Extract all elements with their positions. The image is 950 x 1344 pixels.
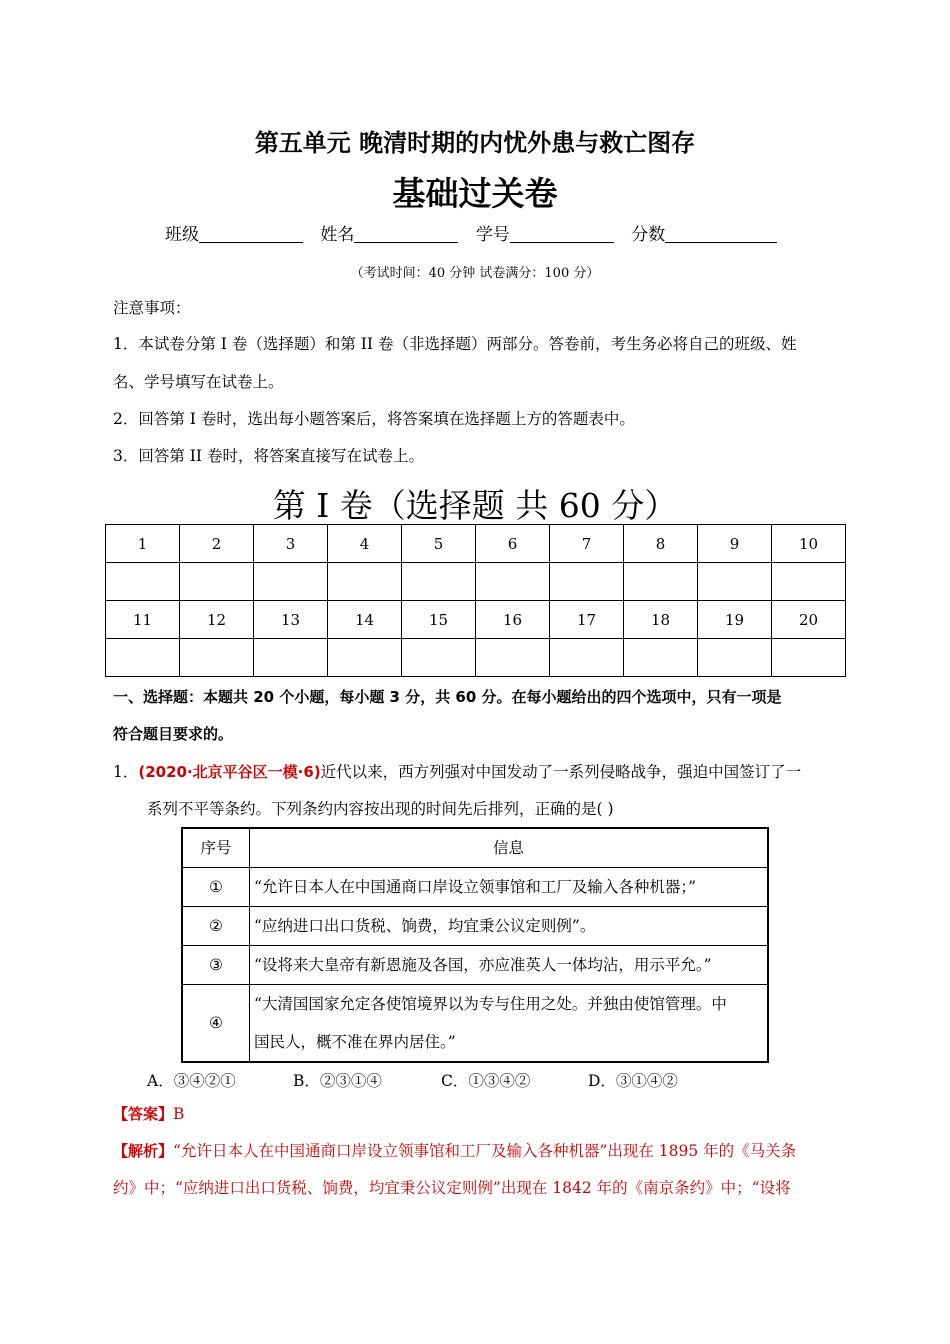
- answer-label: 【答案】: [113, 1105, 174, 1123]
- q-number: 19: [698, 601, 772, 639]
- col-header-info: 信息: [250, 828, 769, 868]
- question-text: 近代以来，西方列强对中国发动了一系列侵略战争，强迫中国签订了一: [320, 763, 802, 781]
- answer-cell[interactable]: [624, 563, 698, 601]
- answer-cell[interactable]: [106, 563, 180, 601]
- q-number: 4: [328, 525, 402, 563]
- answer-grid: [105, 524, 846, 677]
- answer-cell[interactable]: [180, 639, 254, 677]
- analysis-line: [113, 1141, 796, 1161]
- name-blank[interactable]: [354, 224, 458, 243]
- info-table-header: [182, 828, 768, 868]
- answer-cell[interactable]: [698, 639, 772, 677]
- answer-cell[interactable]: [550, 563, 624, 601]
- part1-instructions: 一、选择题：本题共 20 个小题，每小题 3 分，共 60 分。在每小题给出的四个选项中，只有一项是: [113, 688, 782, 706]
- col-header-number: 序号: [182, 828, 250, 868]
- info-table-row: [182, 868, 768, 907]
- answer-cell[interactable]: [254, 639, 328, 677]
- question-1-stem-cont: 系列不平等条约。下列条约内容按出现的时间先后排列，正确的是( ): [147, 800, 614, 818]
- q-number: 13: [254, 601, 328, 639]
- row-number: ①: [182, 868, 250, 907]
- part1-instructions-cont: 符合题目要求的。: [113, 725, 234, 743]
- row-text-line: “大清国国家允定各使馆境界以为专与住用之处。并独由使馆管理。中: [254, 995, 727, 1013]
- answer-cell[interactable]: [180, 563, 254, 601]
- answer-cell[interactable]: [476, 563, 550, 601]
- answer-cell[interactable]: [328, 639, 402, 677]
- exam-info: （考试时间：40 分钟 试卷满分：100 分）: [350, 266, 600, 281]
- note-item-2: 2．回答第 I 卷时，选出每小题答案后，将答案填在选择题上方的答题表中。: [113, 410, 635, 428]
- q-number: 15: [402, 601, 476, 639]
- note-item-3: 3．回答第 II 卷时，将答案直接写在试卷上。: [113, 447, 424, 465]
- answer-cell[interactable]: [476, 639, 550, 677]
- note-item-1-cont: 名、学号填写在试卷上。: [113, 373, 284, 391]
- section-title: 第 I 卷（选择题 共 60 分）: [272, 486, 678, 525]
- question-number: 1．: [113, 763, 139, 781]
- student-id-label: 学号: [475, 225, 510, 245]
- answer-grid-header-row-2: [106, 601, 846, 639]
- option-a[interactable]: A．③④②①: [147, 1072, 236, 1090]
- option-d[interactable]: D．③①④②: [588, 1072, 678, 1090]
- row-text: “应纳进口出口货税、饷费，均宜秉公议定则例”。: [250, 907, 769, 946]
- paper-title: 基础过关卷: [392, 174, 558, 213]
- row-text: “设将来大皇帝有新恩施及各国，亦应准英人一体均沾，用示平允。”: [250, 946, 769, 985]
- analysis-line-cont: 约》中；“应纳进口出口货税、饷费，均宜秉公议定则例”出现在 1842 年的《南京条约》中；“设将: [113, 1179, 791, 1197]
- q-number: 18: [624, 601, 698, 639]
- score-label: 分数: [631, 225, 666, 245]
- answer-cell[interactable]: [254, 563, 328, 601]
- option-b[interactable]: B．②③①④: [293, 1072, 382, 1090]
- q-number: 17: [550, 601, 624, 639]
- name-label: 姓名: [320, 225, 355, 245]
- student-id-blank[interactable]: [510, 224, 614, 243]
- q-number: 3: [254, 525, 328, 563]
- answer-cell[interactable]: [550, 639, 624, 677]
- row-number: ②: [182, 907, 250, 946]
- row-text: [250, 985, 769, 1063]
- q-number: 7: [550, 525, 624, 563]
- q-number: 8: [624, 525, 698, 563]
- q-number: 16: [476, 601, 550, 639]
- q-number: 14: [328, 601, 402, 639]
- answer-cell[interactable]: [772, 639, 846, 677]
- row-number: ④: [182, 985, 250, 1063]
- q-number: 20: [772, 601, 846, 639]
- q-number: 9: [698, 525, 772, 563]
- q-number: 5: [402, 525, 476, 563]
- info-table-row: [182, 985, 768, 1063]
- row-text: “允许日本人在中国通商口岸设立领事馆和工厂及输入各种机器；”: [250, 868, 769, 907]
- analysis-label: 【解析】: [113, 1142, 174, 1160]
- question-1-stem: [113, 762, 801, 782]
- answer-grid-blank-row-1: [106, 563, 846, 601]
- class-blank[interactable]: [199, 224, 303, 243]
- row-number: ③: [182, 946, 250, 985]
- answer-cell[interactable]: [106, 639, 180, 677]
- q-number: 1: [106, 525, 180, 563]
- answer-cell[interactable]: [402, 563, 476, 601]
- q-number: 10: [772, 525, 846, 563]
- question-1-info-table: [181, 827, 769, 1063]
- answer-grid-header-row-1: [106, 525, 846, 563]
- notes-heading: 注意事项：: [113, 299, 191, 317]
- info-table-row: [182, 946, 768, 985]
- answer-line: [113, 1104, 184, 1124]
- answer-value: B: [173, 1105, 185, 1123]
- question-source: (2020·北京平谷区一模·6): [138, 763, 321, 781]
- info-table-row: [182, 907, 768, 946]
- answer-cell[interactable]: [624, 639, 698, 677]
- row-text-line: 国民人，概不准在界内居住。”: [254, 1033, 456, 1051]
- answer-cell[interactable]: [402, 639, 476, 677]
- answer-cell[interactable]: [698, 563, 772, 601]
- answer-cell[interactable]: [328, 563, 402, 601]
- answer-grid-blank-row-2: [106, 639, 846, 677]
- student-info-fields: [165, 220, 789, 245]
- q-number: 6: [476, 525, 550, 563]
- q-number: 11: [106, 601, 180, 639]
- analysis-text: “允许日本人在中国通商口岸设立领事馆和工厂及输入各种机器”出现在 1895 年的《马关条: [173, 1142, 797, 1160]
- class-label: 班级: [165, 225, 199, 245]
- note-item-1: 1．本试卷分第 I 卷（选择题）和第 II 卷（非选择题）两部分。答卷前，考生务必将自己的班级、姓: [113, 335, 797, 353]
- score-blank[interactable]: [665, 224, 777, 243]
- q-number: 2: [180, 525, 254, 563]
- answer-cell[interactable]: [772, 563, 846, 601]
- q-number: 12: [180, 601, 254, 639]
- unit-title: 第五单元 晚清时期的内忧外患与救亡图存: [254, 129, 696, 157]
- option-c[interactable]: C．①③④②: [441, 1072, 531, 1090]
